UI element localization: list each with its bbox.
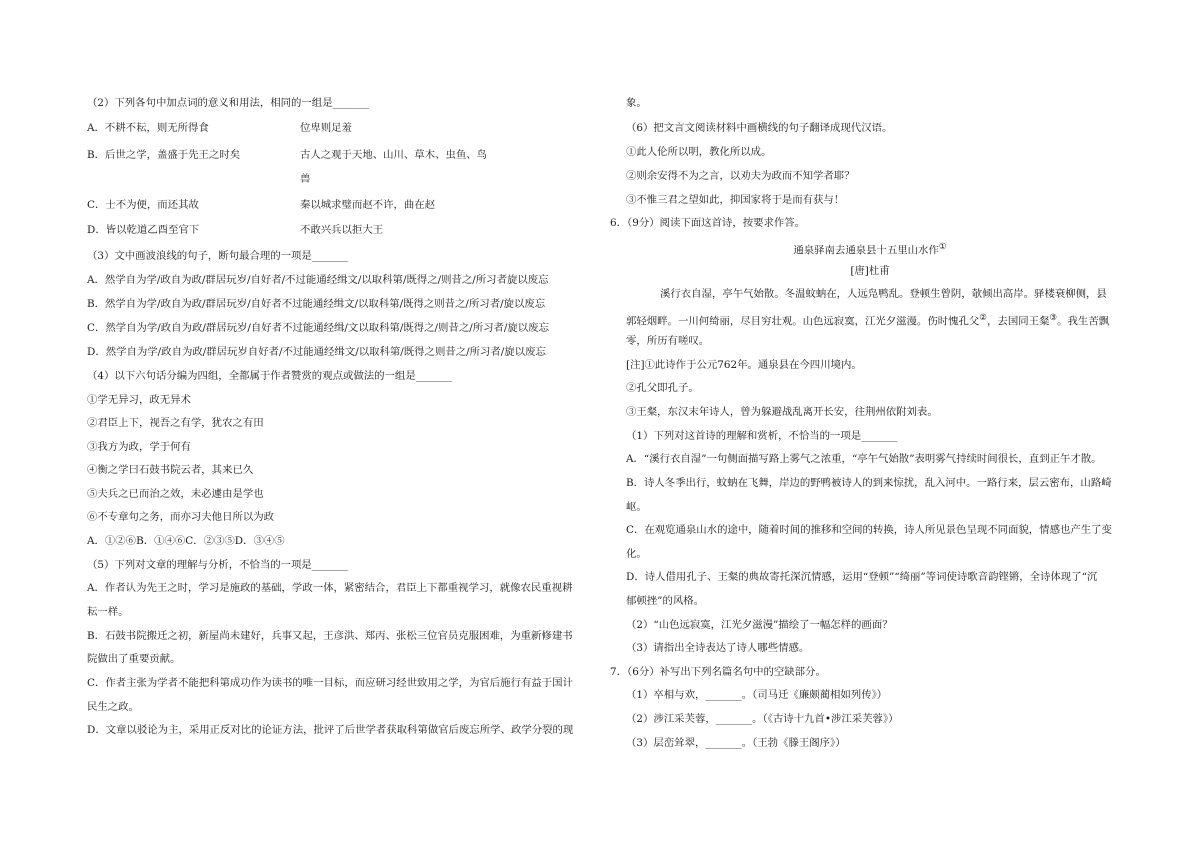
q4-item-4: ④衡之学曰石鼓书院云者，其来已久 xyxy=(87,464,254,476)
q5-option-b-line2: 院做出了重要贡献。 xyxy=(87,653,181,665)
q6-item-1: ①此人伦所以明，教化所以成。 xyxy=(626,146,772,158)
poem-sub1-option-d-line1: D．诗人借用孔子、王粲的典故寄托深沉情感，运用“登顿”“绮丽”等词使诗歌音韵铿锵，全诗体现了“沉 xyxy=(626,571,1098,583)
poem-title-text: 通泉驿南去通泉县十五里山水作 xyxy=(793,244,939,257)
q5-option-a-line1: A．作者认为先王之时，学习是施政的基础，学政一体，紧密结合，君臣上下都重视学习，就像农民重视耕 xyxy=(87,582,573,594)
q2-option-c xyxy=(87,198,587,212)
poem-sub1-option-c-line2: 化。 xyxy=(626,548,647,560)
poem-sub2: （2）“山色远寂寞，江光夕滋漫”描绘了一幅怎样的画面？ xyxy=(626,619,893,631)
q2-option-b xyxy=(87,148,587,162)
poem-question-head: 6．（9分）阅读下面这首诗，按要求作答。 xyxy=(610,217,806,229)
q3-option-c: C．然学自为学/政自为政/群居玩岁/自好者不过能通经缉/文以取科第/既得之/则昔之/所习者/旋以废忘 xyxy=(87,322,549,334)
q5-option-d-cont: 象。 xyxy=(626,97,647,109)
poem-sub1-option-a: A．“溪行衣自湿”一句侧面描写路上雾气之浓重，“亭午气始散”表明雾气持续时间很长，直到正午才散。 xyxy=(626,453,1102,465)
q7-item-3: （3）层峦耸翠，_______。（王勃《滕王阁序》） xyxy=(626,737,846,749)
q5-option-a-line2: 耘一样。 xyxy=(87,606,129,618)
q3-option-d: D．然学自为学/政自为政/群居玩岁自好者/不过能通经缉文/以取科第/既得之则昔之/所习者/旋以废忘 xyxy=(87,346,546,358)
poem-sub1-option-b-line1: B．诗人冬季出行，蚊蚋在飞舞，岸边的野鸭被诗人的到来惊扰，乱入河中。一路行来，层云密布，山路崎 xyxy=(626,477,1112,489)
q2-option-a xyxy=(87,121,587,135)
q3-option-b: B．然学自为学/政自为政/群居玩岁/自好者不过能通经缉文/以取科第/既得之则昔之/所习者/旋以废忘 xyxy=(87,298,546,310)
poem-line-1: 溪行衣自湿，亭午气始散。冬温蚊蚋在，人远凫鸭乱。登顿生曾阴，欹倾出高岸。驿楼衰柳侧，县 xyxy=(660,288,1107,300)
q2-option-d-right: 不敢兴兵以拒大王 xyxy=(300,224,384,236)
poem-sub1-option-d-line2: 郁顿挫”的风格。 xyxy=(626,595,705,607)
poem-line-2-a: 郭轻烟畔。一川何绮丽，尽目穷壮观。山色远寂寞，江光夕滋漫。伤时愧孔父 xyxy=(626,315,980,328)
poem-line-2-b: ，去国同王粲 xyxy=(987,315,1050,328)
q6-stem: （6）把文言文阅读材料中画横线的句子翻译成现代汉语。 xyxy=(626,122,893,134)
q7-head: 7．（6分）补写出下列名篇名句中的空缺部分。 xyxy=(610,666,826,678)
poem-note-mark-2: ② xyxy=(979,313,988,323)
poem-sub3: （3）请指出全诗表达了诗人哪些情感。 xyxy=(626,642,810,654)
q5-option-d-line1: D．文章以驳论为主，采用正反对比的论证方法，批评了后世学者获取科第做官后废忘所学、政学分裂的现 xyxy=(87,724,574,736)
q4-item-1: ①学无异习，政无异术 xyxy=(87,394,191,406)
q5-stem: （5）下列对文章的理解与分析，不恰当的一项是_______ xyxy=(87,559,349,571)
q6-item-3: ③不惟三君之望如此，抑国家将于是而有获与！ xyxy=(626,194,845,206)
q2-option-c-right: 秦以城求璧而赵不许，曲在赵 xyxy=(300,199,436,211)
q4-item-5: ⑤夫兵之已而治之效，未必遽由是学也 xyxy=(87,488,264,500)
q2-option-b-right-cont: 兽 xyxy=(300,173,311,185)
poem-note-2: ②孔父即孔子。 xyxy=(626,382,699,394)
q2-option-b-left: B．后世之学，盖盛于先王之时矣 xyxy=(87,149,241,161)
q2-option-d-left: D．皆以乾道乙酉至官下 xyxy=(87,224,200,236)
q2-option-a-right: 位卑则足羞 xyxy=(300,122,352,134)
poem-sub1-stem: （1）下列对这首诗的理解和赏析，不恰当的一项是_______ xyxy=(626,430,898,442)
q2-option-d xyxy=(87,223,587,237)
poem-sub1-option-b-line2: 岖。 xyxy=(626,501,647,513)
q4-item-2: ②君臣上下，视吾之有学，犹农之有田 xyxy=(87,417,264,429)
q5-option-b-line1: B．石鼓书院搬迁之初，新屋尚未建好，兵事又起，王彦洪、郑丙、张松三位官员克服困难，为重新修建书 xyxy=(87,630,573,642)
poem-title xyxy=(610,240,1130,257)
poem-title-note-mark: ① xyxy=(938,242,947,252)
poem-line-2 xyxy=(626,311,1109,328)
q4-item-6: ⑥不专章句之务，而亦习夫他日所以为政 xyxy=(87,511,275,523)
q3-option-a: A．然学自为学/政自为政/群居玩岁/自好者/不过能通经缉文/以取科第/既得之/则昔之/所习者旋以废忘 xyxy=(87,274,549,286)
poem-note-1: [注]①此诗作于公元762年。通泉县在今四川境内。 xyxy=(626,359,862,371)
q2-option-b-right: 古人之观于天地、山川、草木、虫鱼、鸟 xyxy=(300,149,488,161)
q4-stem: （4）以下六句话分编为四组，全都属于作者赞赏的观点或做法的一组是_______ xyxy=(87,370,453,382)
poem-line-2-c: 。我生苦飘 xyxy=(1057,315,1110,328)
q5-option-c-line1: C．作者主张为学者不能把科第成功作为读书的唯一目标，而应研习经世致用之学，为官后施行有益于国计 xyxy=(87,677,573,689)
q3-stem: （3）文中画波浪线的句子，断句最合理的一项是_______ xyxy=(87,250,349,262)
q5-option-c-line2: 民生之政。 xyxy=(87,701,139,713)
q2-stem: （2）下列各句中加点词的意义和用法，相同的一组是_______ xyxy=(87,97,369,109)
q2-option-a-left: A．不耕不耘，则无所得食 xyxy=(87,122,209,134)
poem-note-mark-3: ③ xyxy=(1049,313,1058,323)
poem-sub1-option-c-line1: C．在观览通泉山水的途中，随着时间的推移和空间的转换，诗人所见景色呈现不同面貌，情感也产生了变 xyxy=(626,524,1112,536)
poem-line-3: 零，所历有嗟叹。 xyxy=(626,335,710,347)
q6-item-2: ②则余安得不为之言，以劝夫为政而不知学者耶？ xyxy=(626,170,855,182)
q4-item-3: ③我方为政，学于何有 xyxy=(87,441,191,453)
q7-item-2: （2）涉江采芙蓉，_______。（《古诗十九首•涉江采芙蓉》） xyxy=(626,713,899,725)
poem-note-3: ③王粲，东汉末年诗人，曾为躲避战乱离开长安，往荆州依附刘表。 xyxy=(626,406,938,418)
q2-option-c-left: C．士不为便，而还其故 xyxy=(87,199,199,211)
poem-author: [唐]杜甫 xyxy=(850,265,890,277)
q7-item-1: （1）卒相与欢，_______。（司马迁《廉颇蔺相如列传》） xyxy=(626,689,888,701)
q4-choices: A．①②⑥B．①④⑥C．②③⑤D．③④⑤ xyxy=(87,535,285,547)
